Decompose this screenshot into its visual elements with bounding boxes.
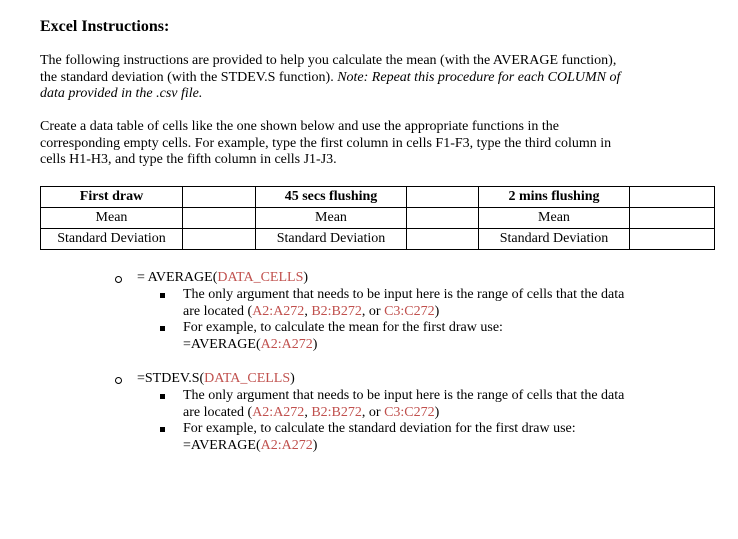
table-row	[41, 229, 715, 250]
square-bullet-icon	[160, 326, 165, 331]
intro-note: Note: Repeat this procedure for each COLUMN of	[337, 69, 621, 85]
header-first-draw: First draw	[41, 187, 183, 208]
table-row	[41, 187, 715, 208]
intro-line-1: The following instructions are provided to help you calculate the mean (with the AVERAGE function),	[40, 53, 617, 68]
empty-cell	[407, 229, 479, 250]
average-point-1: The only argument that needs to be input here is the range of cells that the data are located (A2:A272, B2:B272, or C3:C272)	[183, 287, 625, 319]
empty-cell	[630, 229, 715, 250]
empty-cell	[630, 187, 715, 208]
sd-label: Standard Deviation	[256, 229, 407, 250]
square-bullet-icon	[160, 293, 165, 298]
sd-label: Standard Deviation	[41, 229, 183, 250]
empty-cell	[407, 187, 479, 208]
mean-label: Mean	[41, 208, 183, 229]
table-instructions	[40, 119, 720, 169]
average-formula: = AVERAGE(DATA_CELLS)	[137, 270, 309, 285]
table-row	[41, 208, 715, 229]
empty-cell	[183, 229, 256, 250]
instr-line-2: corresponding empty cells. For example, type the first column in cells F1-F3, type the third column in	[40, 135, 612, 151]
intro-line-2: the standard deviation (with the STDEV.S function).	[40, 69, 338, 85]
square-bullet-icon	[160, 394, 165, 399]
circle-bullet-icon	[115, 276, 122, 283]
average-point-2: For example, to calculate the mean for the first draw use: =AVERAGE(A2:A272)	[183, 320, 503, 352]
empty-cell	[183, 187, 256, 208]
stdev-point-1: The only argument that needs to be input here is the range of cells that the data are located (A2:A272, B2:B272, or C3:C272)	[183, 388, 625, 420]
mean-label: Mean	[479, 208, 630, 229]
sd-label: Standard Deviation	[479, 229, 630, 250]
data-table	[40, 186, 715, 250]
mean-label: Mean	[256, 208, 407, 229]
empty-cell	[630, 208, 715, 229]
circle-bullet-icon	[115, 377, 122, 384]
intro-note-cont: data provided in the .csv file.	[40, 86, 203, 101]
instr-line-1: Create a data table of cells like the one shown below and use the appropriate functions in the	[40, 119, 559, 134]
stdev-formula: =STDEV.S(DATA_CELLS)	[137, 371, 295, 386]
instr-line-3: cells H1-H3, and type the fifth column in cells J1-J3.	[40, 152, 337, 167]
empty-cell	[183, 208, 256, 229]
intro-paragraph	[40, 53, 720, 103]
square-bullet-icon	[160, 427, 165, 432]
empty-cell	[407, 208, 479, 229]
stdev-point-2: For example, to calculate the standard deviation for the first draw use: =AVERAGE(A2:A272)	[183, 421, 576, 453]
header-2-mins: 2 mins flushing	[479, 187, 630, 208]
page-title: Excel Instructions:	[40, 18, 170, 35]
header-45-secs: 45 secs flushing	[256, 187, 407, 208]
